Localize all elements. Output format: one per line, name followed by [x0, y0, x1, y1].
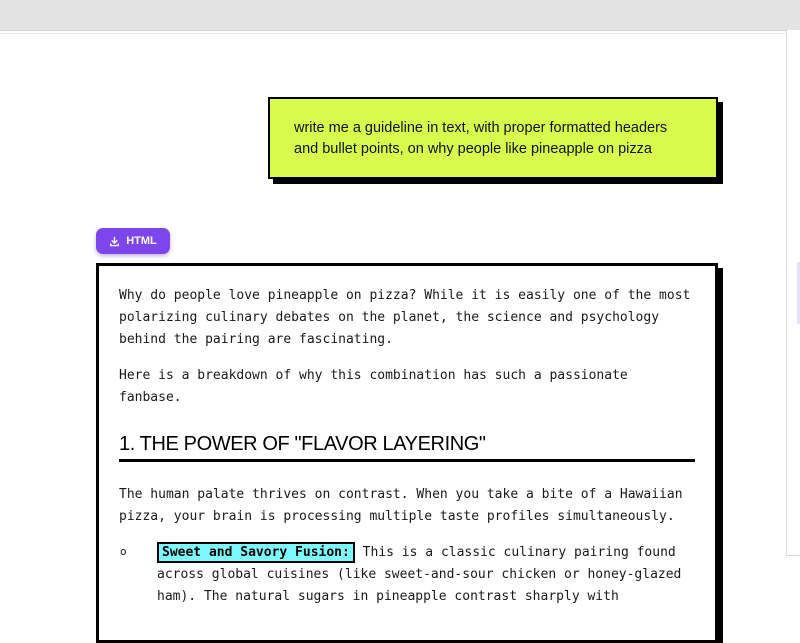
top-divider	[0, 33, 786, 34]
hollow-bullet-icon: o	[120, 545, 127, 558]
bullet-text: This is a classic culinary pairing found across global cuisines (like sweet-and-sour chicken or honey-glazed ham). The natural sugars in pineapple contrast sharply with	[157, 545, 682, 604]
user-message-line-2: and bullet points, on why people like pineapple on pizza	[294, 141, 652, 157]
download-icon	[109, 236, 120, 247]
section-1-paragraph: The human palate thrives on contrast. When you take a bite of a Hawaiian pizza, your brain is processing multiple taste profiles simultaneously.	[119, 487, 683, 524]
section-1-bullet-list	[119, 542, 695, 608]
user-message-bubble	[268, 97, 718, 179]
download-html-label: HTML	[126, 235, 157, 247]
download-html-button[interactable]	[96, 228, 170, 254]
browser-top-bar	[0, 0, 800, 31]
intro-paragraph: Why do people love pineapple on pizza? While it is easily one of the most polarizing culinary debates on the planet, the science and psychology behind the pairing are fascinating.	[119, 288, 691, 347]
highlight-tag-sweet-savory: Sweet and Savory Fusion:	[157, 542, 355, 563]
section-1-heading: 1. THE POWER OF "FLAVOR LAYERING"	[119, 431, 695, 462]
assistant-response-card	[96, 263, 718, 643]
breakdown-paragraph: Here is a breakdown of why this combination has such a passionate fanbase.	[119, 368, 628, 405]
user-message-line-1: write me a guideline in text, with proper formatted headers	[294, 120, 668, 136]
list-item	[120, 542, 695, 608]
